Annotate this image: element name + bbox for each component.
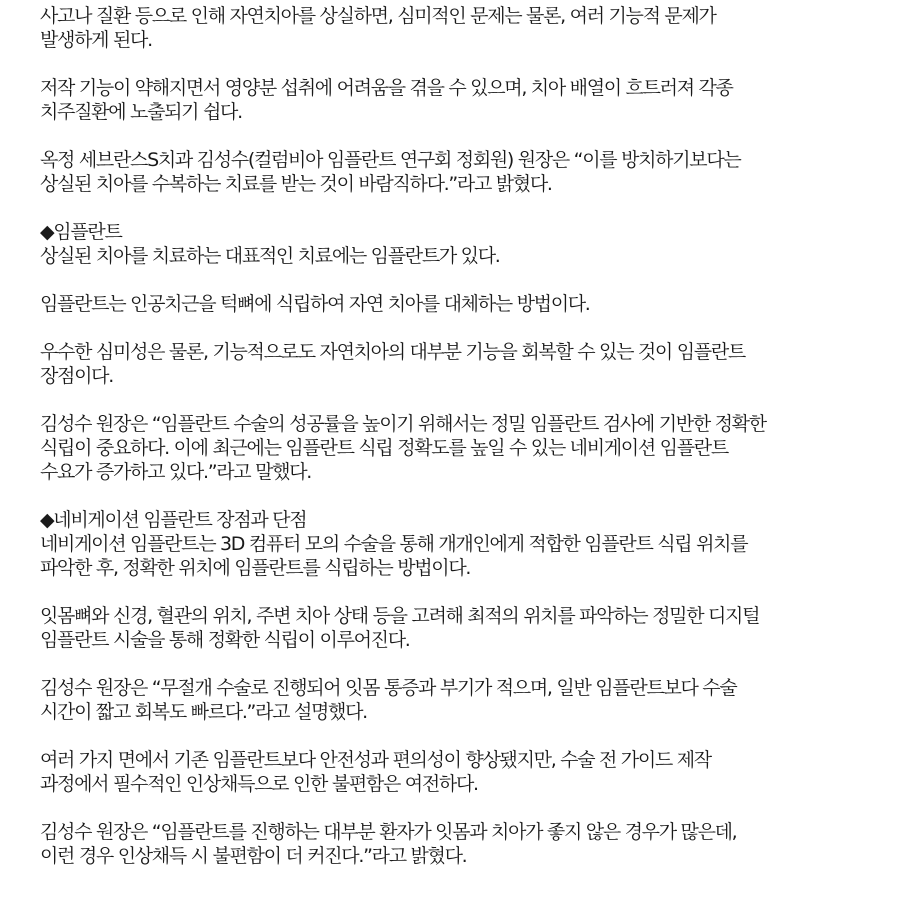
section-heading-navigation-implant: ◆네비게이션 임플란트 장점과 단점: [40, 509, 307, 531]
section-body-implant: 상실된 치아를 치료하는 대표적인 치료에는 임플란트가 있다.: [40, 245, 500, 267]
paragraph-quote-impression: 김성수 원장은 “임플란트를 진행하는 대부분 환자가 잇몸과 치아가 좋지 않은 경우가 많은데, 이런 경우 인상채득 시 불편함이 더 커진다.”라고 밝혔다.: [40, 821, 737, 867]
paragraph-drawbacks: 여러 가지 면에서 기존 임플란트보다 안전성과 편의성이 향상됐지만, 수술 전 가이드 제작 과정에서 필수적인 인상채득으로 인한 불편함은 여전하다.: [40, 749, 711, 795]
section-implant: [40, 220, 880, 268]
paragraph-digital-procedure: 잇몸뼈와 신경, 혈관의 위치, 주변 치아 상태 등을 고려해 최적의 위치를 파악하는 정밀한 디지털 임플란트 시술을 통해 정확한 식립이 이루어진다.: [40, 605, 760, 651]
paragraph-intro: 사고나 질환 등으로 인해 자연치아를 상실하면, 심미적인 문제는 물론, 여러 기능적 문제가 발생하게 된다.: [40, 5, 716, 51]
paragraph-quote-accuracy: 김성수 원장은 “임플란트 수술의 성공률을 높이기 위해서는 정밀 임플란트 검사에 기반한 정확한 식립이 중요하다. 이에 최근에는 임플란트 식립 정확도를 높일 수 있는 네비게이션 임플란트 수요가 증가하고 있다.”라고 말했다.: [40, 413, 766, 483]
paragraph-quote-treatment: 옥정 세브란스S치과 김성수(컬럼비아 임플란트 연구회 정회원) 원장은 “이를 방치하기보다는 상실된 치아를 수복하는 치료를 받는 것이 바람직하다.”라고 밝혔다.: [40, 149, 741, 195]
section-body-navigation-implant: 네비게이션 임플란트는 3D 컴퓨터 모의 수술을 통해 개개인에게 적합한 임플란트 식립 위치를 파악한 후, 정확한 위치에 임플란트를 식립하는 방법이다.: [40, 533, 748, 579]
paragraph-chewing: 저작 기능이 약해지면서 영양분 섭취에 어려움을 겪을 수 있으며, 치아 배열이 흐트러져 각종 치주질환에 노출되기 쉽다.: [40, 77, 733, 123]
section-heading-implant: ◆임플란트: [40, 221, 122, 243]
section-navigation-implant: [40, 508, 880, 580]
paragraph-implant-definition: 임플란트는 인공치근을 턱뼈에 식립하여 자연 치아를 대체하는 방법이다.: [40, 293, 590, 315]
paragraph-quote-recovery: 김성수 원장은 “무절개 수술로 진행되어 잇몸 통증과 부기가 적으며, 일반 임플란트보다 수술 시간이 짧고 회복도 빠르다.”라고 설명했다.: [40, 677, 737, 723]
article-body: [40, 4, 880, 892]
paragraph-implant-advantages: 우수한 심미성은 물론, 기능적으로도 자연치아의 대부분 기능을 회복할 수 있는 것이 임플란트 장점이다.: [40, 341, 745, 387]
